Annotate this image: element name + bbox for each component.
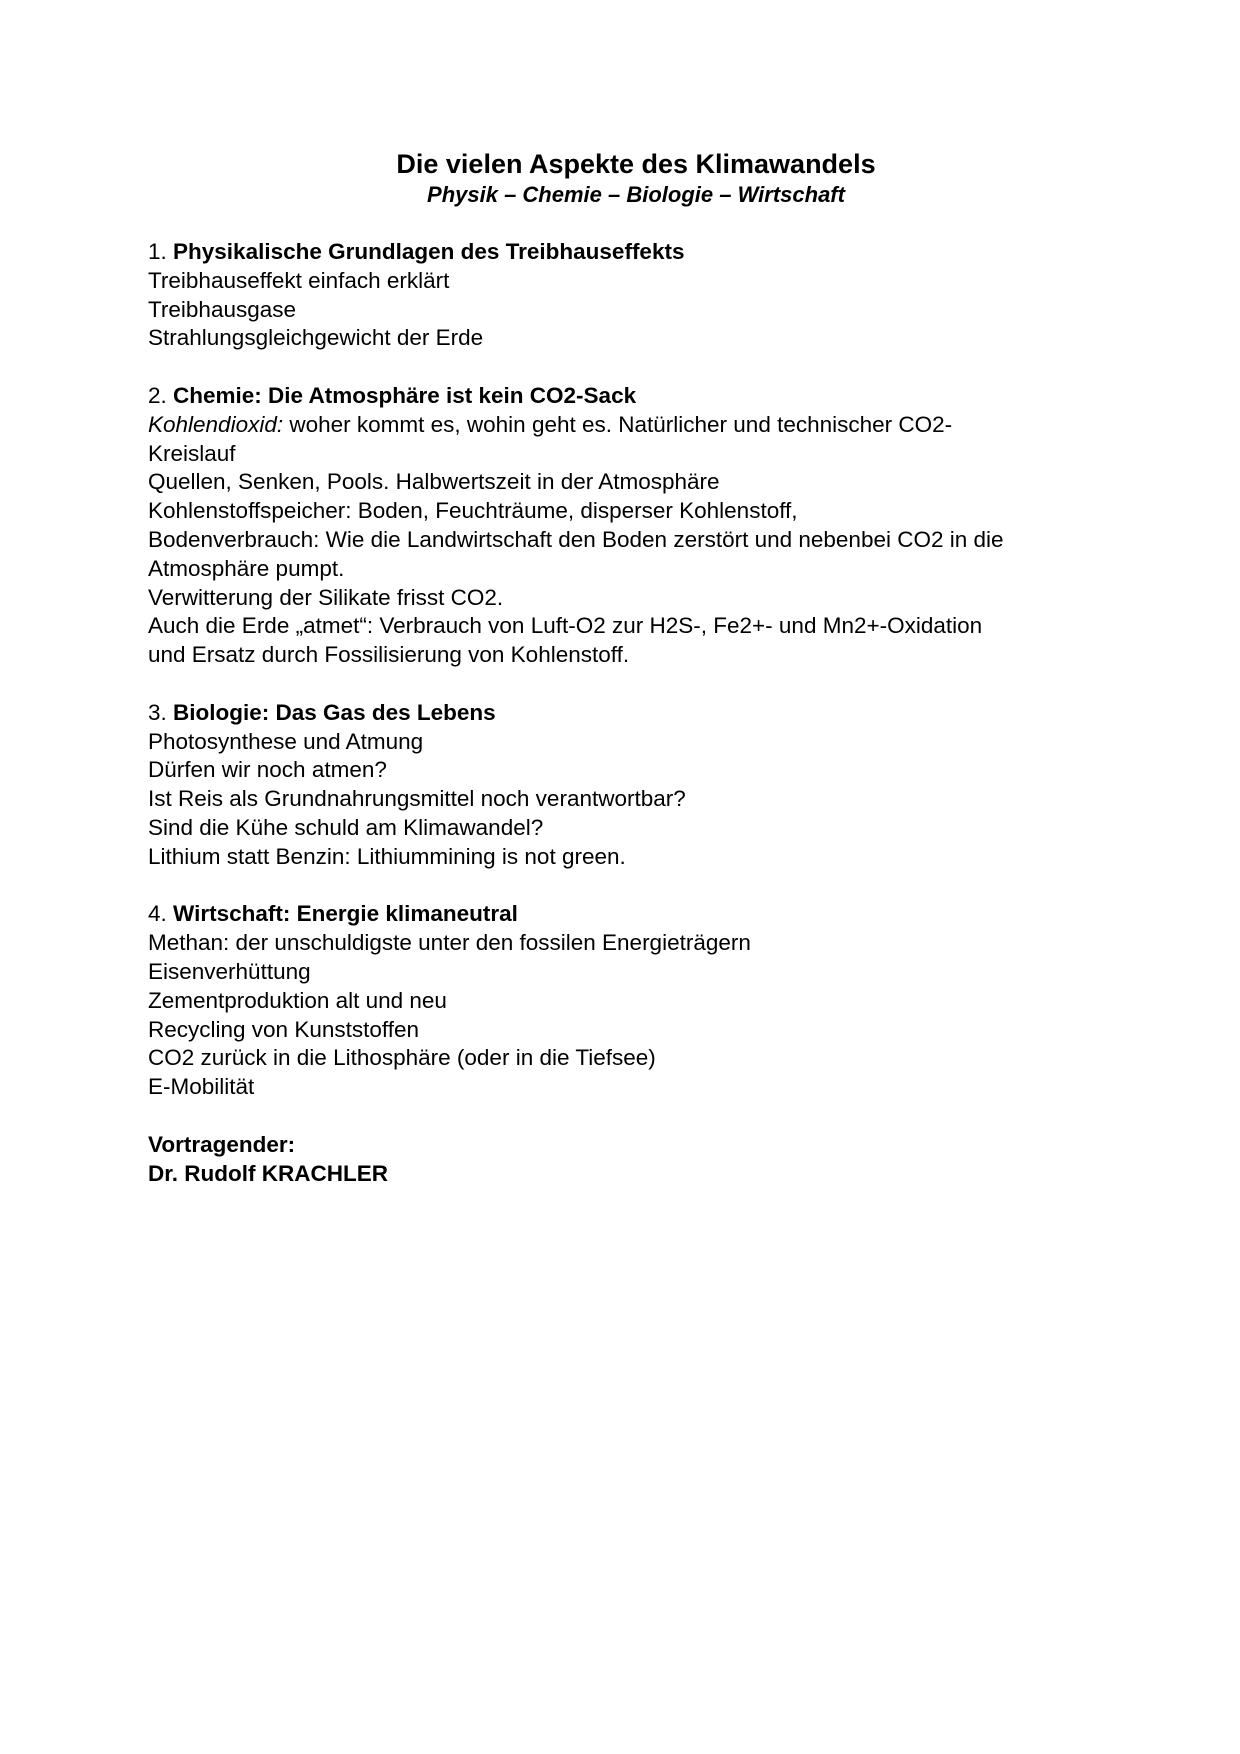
topic-line: Zementproduktion alt und neu	[148, 987, 447, 1013]
topic-line: Sind die Kühe schuld am Klimawandel?	[148, 814, 544, 840]
section-heading	[148, 238, 1108, 267]
topic-line: Atmosphäre pumpt.	[148, 555, 345, 581]
topic-line: Photosynthese und Atmung	[148, 728, 424, 754]
section-title: Wirtschaft: Energie klimaneutral	[173, 901, 518, 927]
speaker-label: Vortragender:	[148, 1131, 296, 1157]
topic-term: Kohlendioxid:	[148, 411, 284, 437]
section-biology	[148, 699, 1108, 872]
topic-text: woher kommt es, wohin geht es. Natürlicher und technischer CO2-	[283, 411, 953, 437]
topic-line: Treibhauseffekt einfach erklärt	[148, 267, 450, 293]
topic-line: Quellen, Senken, Pools. Halbwertszeit in der Atmosphäre	[148, 469, 720, 495]
topic-line: Treibhausgase	[148, 296, 297, 322]
topic-line: Kreislauf	[148, 440, 236, 466]
topic-line: Lithium statt Benzin: Lithiummining is not green.	[148, 843, 626, 869]
section-title: Biologie: Das Gas des Lebens	[173, 699, 496, 725]
speaker-name: Dr. Rudolf KRACHLER	[148, 1160, 388, 1186]
topic-line: Strahlungsgleichgewicht der Erde	[148, 325, 484, 351]
topic-line: E-Mobilität	[148, 1074, 255, 1100]
document-title: Die vielen Aspekte des Klimawandels	[396, 149, 876, 179]
section-physics	[148, 238, 1108, 353]
document-subtitle: Physik – Chemie – Biologie – Wirtschaft	[427, 182, 845, 207]
topic-line: und Ersatz durch Fossilisierung von Kohlenstoff.	[148, 642, 630, 668]
section-number: 4.	[148, 901, 167, 927]
topic-line: Ist Reis als Grundnahrungsmittel noch verantwortbar?	[148, 786, 686, 812]
section-economy	[148, 900, 1108, 1102]
topic-line: Eisenverhüttung	[148, 958, 311, 984]
section-title: Chemie: Die Atmosphäre ist kein CO2-Sack	[173, 382, 637, 408]
topic-line	[148, 411, 1108, 440]
section-number: 3.	[148, 699, 167, 725]
section-heading	[148, 900, 1108, 929]
topic-line: Dürfen wir noch atmen?	[148, 757, 387, 783]
section-chemistry	[148, 382, 1108, 670]
topic-line: CO2 zurück in die Lithosphäre (oder in die Tiefsee)	[148, 1045, 656, 1071]
topic-line: Auch die Erde „atmet“: Verbrauch von Luft-O2 zur H2S-, Fe2+- und Mn2+-Oxidation	[148, 613, 983, 639]
section-number: 1.	[148, 239, 167, 264]
document-body	[148, 238, 1108, 1188]
topic-line: Methan: der unschuldigste unter den fossilen Energieträgern	[148, 930, 751, 956]
topic-line: Kohlenstoffspeicher: Boden, Feuchträume, disperser Kohlenstoff,	[148, 498, 798, 524]
topic-line: Verwitterung der Silikate frisst CO2.	[148, 584, 504, 610]
section-number: 2.	[148, 382, 167, 408]
section-heading	[148, 382, 1108, 411]
topic-line: Recycling von Kunststoffen	[148, 1016, 419, 1042]
section-heading	[148, 699, 1108, 728]
topic-line: Bodenverbrauch: Wie die Landwirtschaft den Boden zerstört und nebenbei CO2 in die	[148, 526, 1004, 552]
speaker-block	[148, 1131, 1108, 1189]
section-title: Physikalische Grundlagen des Treibhauseffekts	[173, 239, 685, 264]
